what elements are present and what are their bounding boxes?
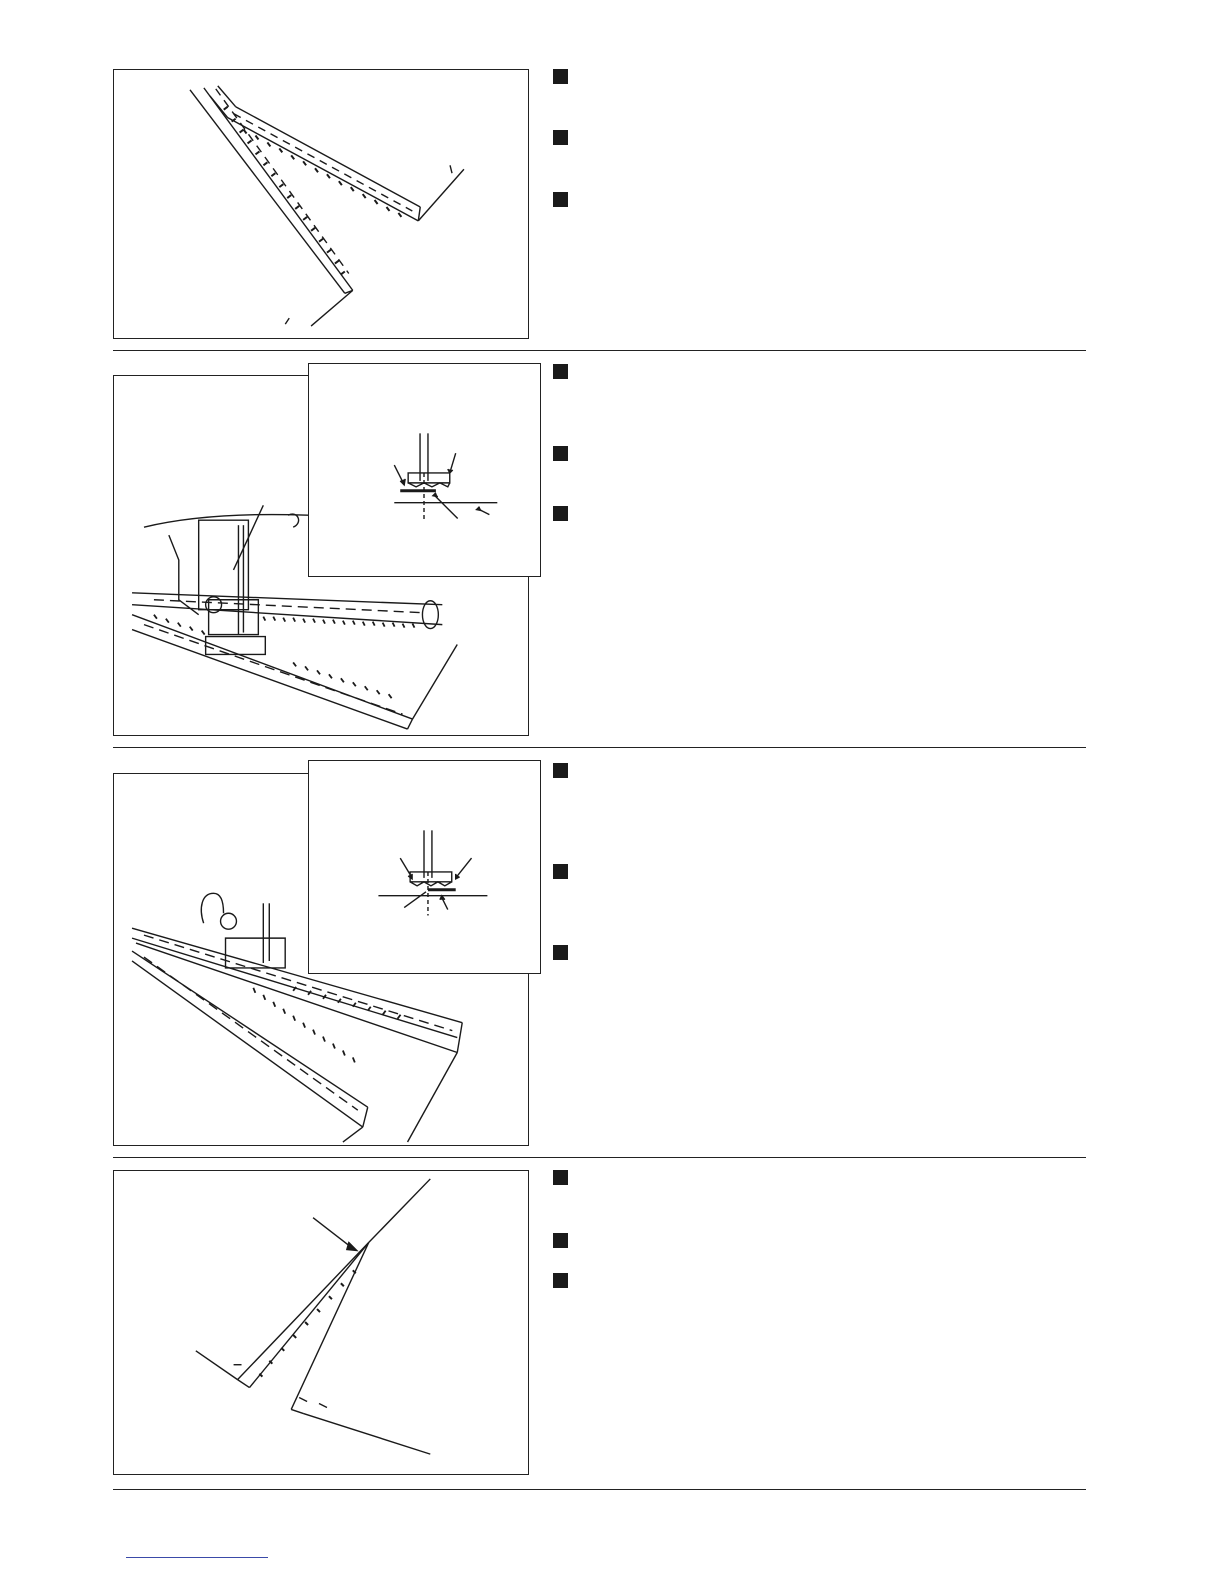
step-bullet	[553, 69, 568, 84]
step-bullet	[553, 1233, 568, 1248]
zipper-v-drawing	[114, 70, 528, 338]
step-bullet	[553, 506, 568, 521]
step-bullet	[553, 864, 568, 879]
inset-detail-drawing-2	[309, 761, 540, 973]
step-bullet	[553, 763, 568, 778]
detail-inset-foot-position	[308, 363, 541, 577]
step-bullet	[553, 192, 568, 207]
step-bullet	[553, 446, 568, 461]
section-divider	[113, 1489, 1086, 1490]
step-bullet	[553, 364, 568, 379]
footer-link-underline[interactable]	[126, 1557, 268, 1558]
finish-drawing	[114, 1171, 528, 1474]
illustration-zipper-open-v	[113, 69, 529, 339]
step-bullet	[553, 945, 568, 960]
detail-inset-second-side	[308, 760, 541, 974]
illustration-zipper-finish	[113, 1170, 529, 1475]
section-divider	[113, 1157, 1086, 1158]
section-divider	[113, 350, 1086, 351]
step-bullet	[553, 1273, 568, 1288]
step-bullet	[553, 1170, 568, 1185]
section-divider	[113, 747, 1086, 748]
inset-detail-drawing	[309, 364, 540, 576]
step-bullet	[553, 130, 568, 145]
